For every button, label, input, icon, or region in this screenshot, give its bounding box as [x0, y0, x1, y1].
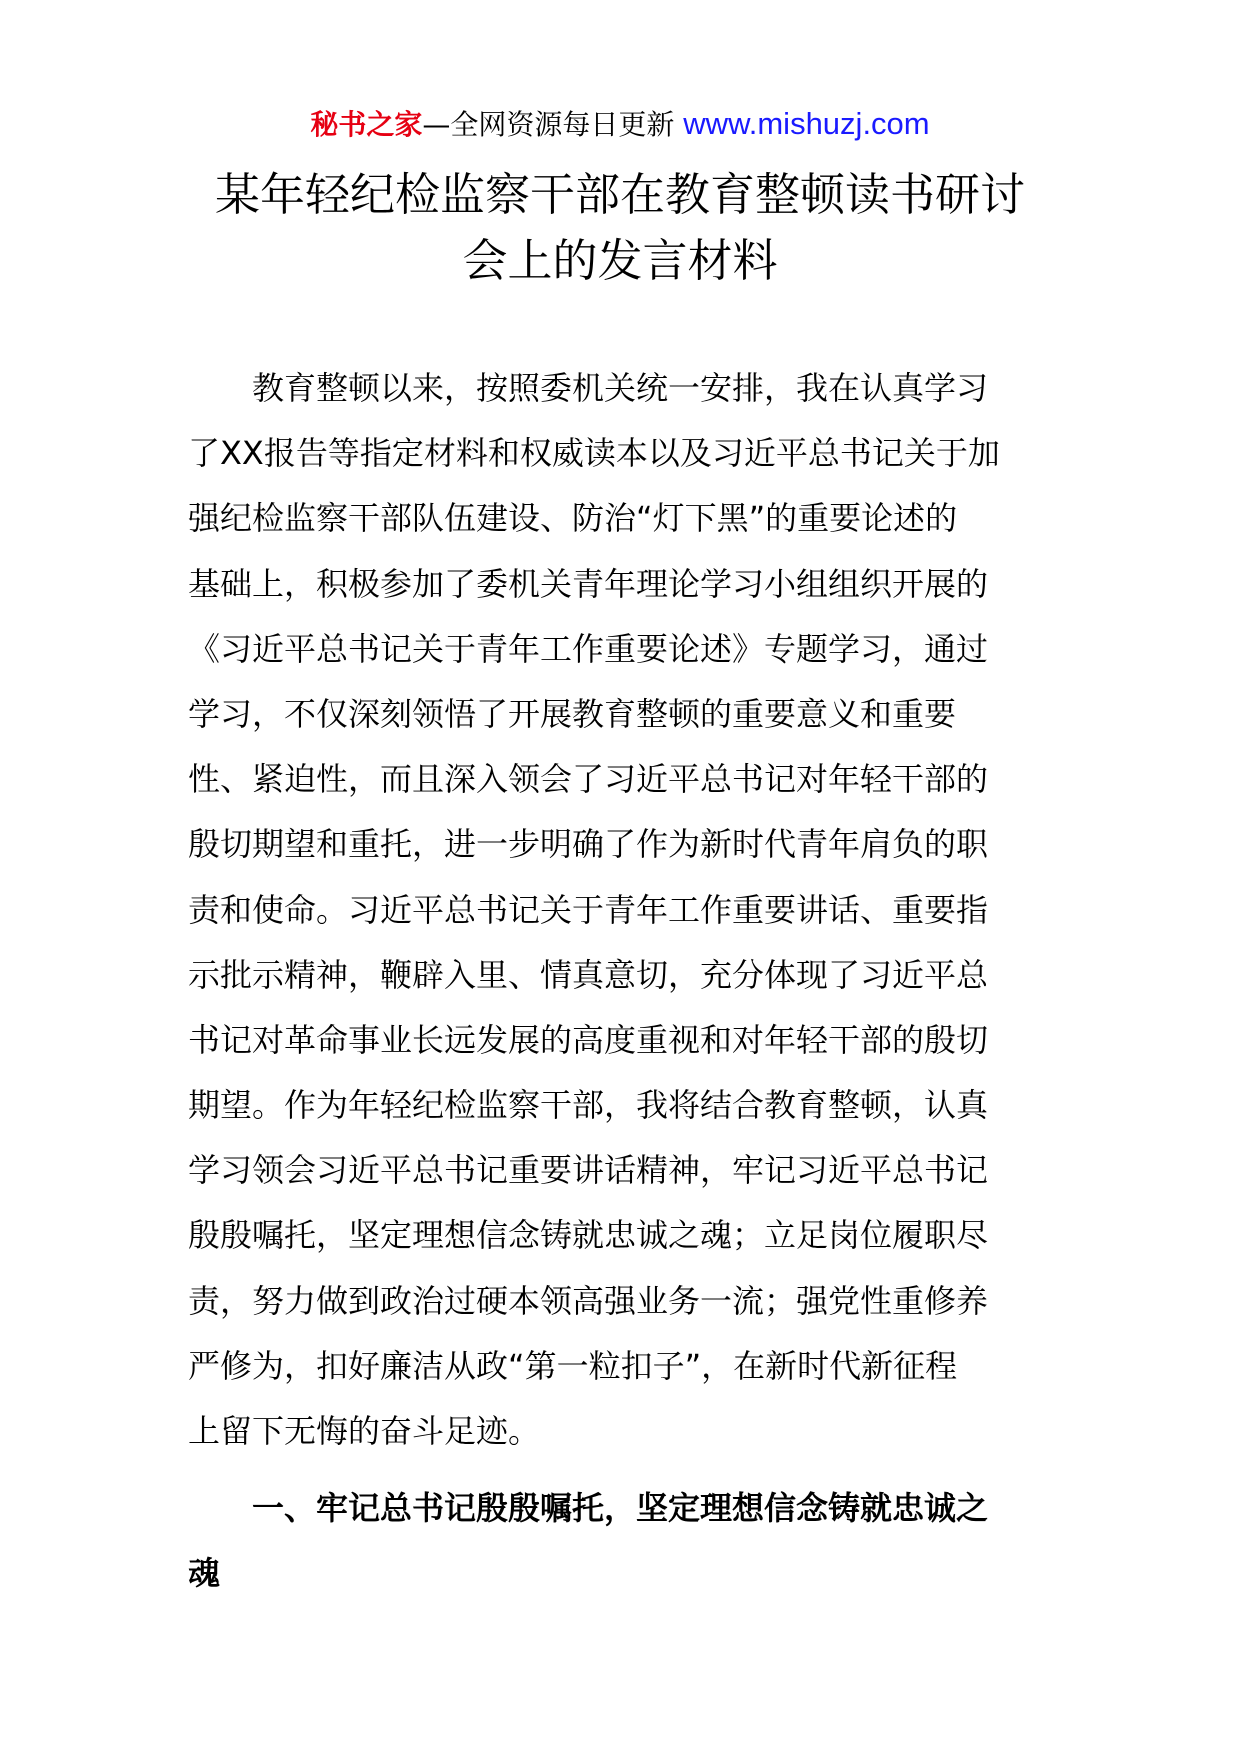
paragraph-line: 期望。作为年轻纪检监察干部，我将结合教育整顿，认真 [188, 1086, 989, 1125]
paragraph-line: 《习近平总书记关于青年工作重要论述》专题学习，通过 [188, 629, 989, 668]
paragraph-line: 上留下无悔的奋斗足迹。 [188, 1412, 541, 1450]
paragraph-line: 殷殷嘱托，坚定理想信念铸就忠诚之魂；立足岗位履职尽 [188, 1216, 989, 1255]
paragraph-line: 学习领会习近平总书记重要讲话精神，牢记习近平总书记 [188, 1151, 989, 1190]
heading-line: 魂 [188, 1554, 221, 1592]
site-banner [0, 104, 1240, 145]
paragraph-line: 基础上，积极参加了委机关青年理论学习小组组织开展的 [188, 564, 989, 603]
title-line: 会上的发言材料 [462, 234, 778, 287]
paragraph-line: 书记对革命事业长远发展的高度重视和对年轻干部的殷切 [188, 1020, 989, 1059]
paragraph-line: 了XX报告等指定材料和权威读本以及习近平总书记关于加 [188, 434, 1000, 473]
brand-name: 秘书之家 [310, 108, 423, 141]
heading-line: 一、牢记总书记殷殷嘱托，坚定理想信念铸就忠诚之 [188, 1489, 989, 1527]
paragraph-line: 学习，不仅深刻领悟了开展教育整顿的重要意义和重要 [188, 694, 957, 733]
paragraph-line: 强纪检监察干部队伍建设、防治“灯下黑”的重要论述的 [188, 499, 958, 538]
paragraph-line: 责，努力做到政治过硬本领高强业务一流；强党性重修养 [188, 1281, 989, 1320]
paragraph-line: 示批示精神，鞭辟入里、情真意切，充分体现了习近平总 [188, 955, 989, 994]
paragraph-line: 严修为，扣好廉洁从政“第一粒扣子”，在新时代新征程 [188, 1346, 958, 1385]
paragraph-line: 性、紧迫性，而且深入领会了习近平总书记对年轻干部的 [188, 760, 989, 799]
intro-paragraph [188, 356, 1048, 1464]
section-heading-1 [188, 1476, 1048, 1606]
title-line: 某年轻纪检监察干部在教育整顿读书研讨 [214, 168, 1025, 221]
paragraph-line: 责和使命。习近平总书记关于青年工作重要讲话、重要指 [188, 890, 989, 929]
banner-tagline: —全网资源每日更新 [422, 108, 684, 141]
paragraph-line: 教育整顿以来，按照委机关统一安排，我在认真学习 [188, 369, 989, 407]
site-url-link[interactable]: www.mishuzj.com [683, 106, 930, 141]
paragraph-line: 殷切期望和重托，进一步明确了作为新时代青年肩负的职 [188, 825, 989, 864]
document-title [0, 162, 1240, 294]
